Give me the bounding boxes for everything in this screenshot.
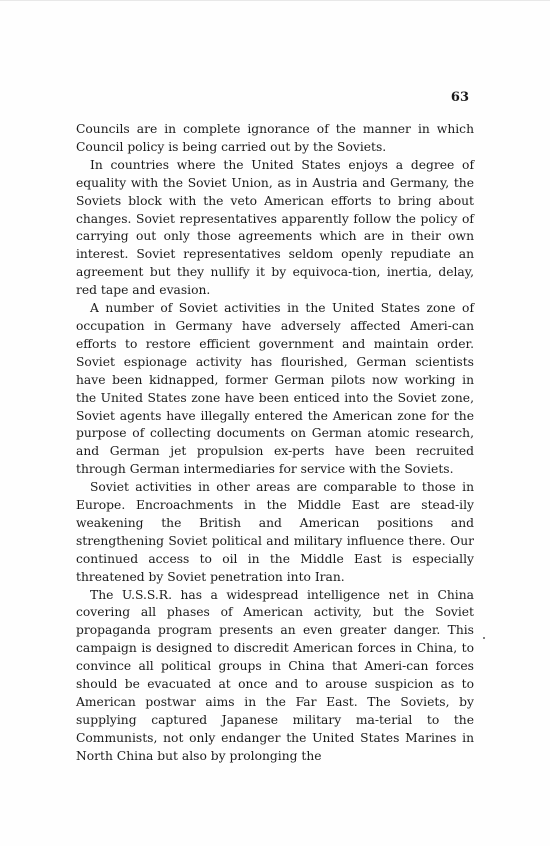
paragraph-3: A number of Soviet activities in the United States zone of occupation in Germany have adversely affected Ameri-can efforts to restore efficient government and maintain order. Soviet espionage activity has flourished, German scientists have been kidnapped, former German pilots now working in the United States zone have been enticed into the Soviet zone, Soviet agents have illegally entered the American zone for the purpose of collecting documents on German atomic research, and German jet propulsion ex-perts have been recruited through German intermediaries for service with the Soviets.	[76, 301, 474, 477]
paragraph-1: Councils are in complete ignorance of the manner in which Council policy is being carried out by the Soviets.	[76, 122, 474, 154]
scan-speck	[483, 637, 485, 639]
body-text	[76, 121, 474, 766]
paragraph-2: In countries where the United States enjoys a degree of equality with the Soviet Union, as in Austria and Germany, the Soviets block with the veto American efforts to bring about changes. Soviet representatives apparently follow the policy of carrying out only those agreements which are in their own interest. Soviet representatives seldom openly repudiate an agreement but they nullify it by equivoca-tion, inertia, delay, red tape and evasion.	[76, 157, 474, 298]
paragraph-5: The U.S.S.R. has a widespread intelligence net in China covering all phases of American activity, but the Soviet propaganda program presents an even greater danger. This campaign is designed to discredit American forces in China, to convince all political groups in China that Ameri-can forces should be evacuated at once and to arouse suspicion as to American postwar aims in the Far East. The Soviets, by supplying captured Japanese military ma-terial to the Communists, not only endanger the United States Marines in North China but also by prolonging the	[76, 587, 474, 763]
page-number: 63	[450, 90, 469, 105]
paragraph-4: Soviet activities in other areas are comparable to those in Europe. Encroachments in the Middle East are stead-ily weakening the British and American positions and strengthening Soviet political and military influence there. Our continued access to oil in the Middle East is especially threatened by Soviet penetration into Iran.	[76, 480, 474, 584]
